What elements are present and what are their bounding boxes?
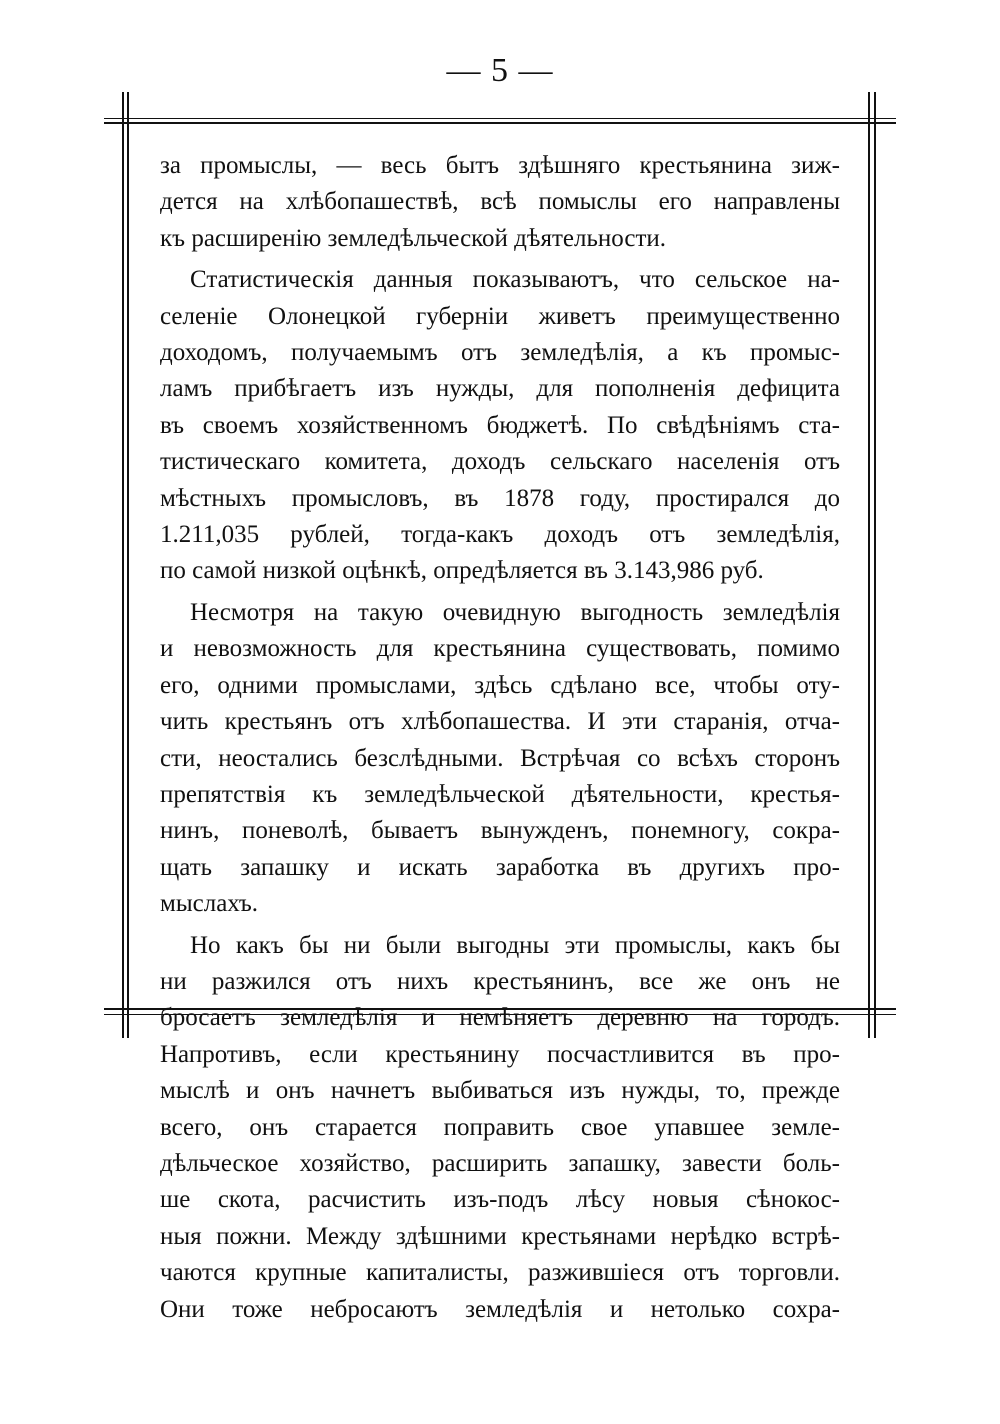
text-line: сти, неостались безслѣдными. Встрѣчая со всѣхъ сторонъ xyxy=(160,744,840,772)
paragraph-1 xyxy=(160,148,840,257)
text-line: ше скота, расчистить изъ-подъ лѣсу новыя сѣнокос- xyxy=(160,1186,840,1214)
text-line: ни разжился отъ нихъ крестьянинъ, все же онъ не xyxy=(160,967,840,995)
text-line: мыслѣ и онъ начнетъ выбиваться изъ нужды, то, прежде xyxy=(160,1077,840,1105)
text-line: 1.211,035 рублей, тогда-какъ доходъ отъ земледѣлія, xyxy=(160,521,840,549)
frame-top-rule-thin xyxy=(104,118,896,119)
body-text xyxy=(160,148,840,1328)
text-line: къ расширенію земледѣльческой дѣятельности. xyxy=(160,224,667,252)
text-line: дѣльческое хозяйство, расширить запашку, завести боль- xyxy=(160,1149,840,1177)
frame-right-rule-inner xyxy=(868,92,870,1038)
text-line: дется на хлѣбопашествѣ, всѣ помыслы его направлены xyxy=(160,188,840,216)
text-line: доходомъ, получаемымъ отъ земледѣлія, а къ промыс- xyxy=(160,339,840,367)
text-line: чаются крупные капиталисты, разжившіеся отъ торговли. xyxy=(160,1259,840,1287)
text-line: щать запашку и искать заработка въ другихъ про- xyxy=(160,853,840,881)
text-line: тистическаго комитета, доходъ сельскаго населенія отъ xyxy=(160,448,840,476)
text-line: въ своемъ хозяйственномъ бюджетѣ. По свѣдѣніямъ ста- xyxy=(160,411,840,439)
text-line: селеніе Олонецкой губерніи живетъ преимущественно xyxy=(160,302,840,330)
text-line: препятствія къ земледѣльческой дѣятельности, крестья- xyxy=(160,780,840,808)
text-line: по самой низкой оцѣнкѣ, опредѣляется въ 3.143,986 руб. xyxy=(160,557,764,585)
text-line: мѣстныхъ промысловъ, въ 1878 году, простирался до xyxy=(160,484,840,512)
frame-right-rule-outer xyxy=(874,92,876,1038)
page-number: — 5 — xyxy=(446,52,554,89)
frame-left-rule-outer xyxy=(122,92,124,1038)
text-line: его, одними промыслами, здѣсь сдѣлано все, чтобы оту- xyxy=(160,671,840,699)
text-line: Но какъ бы ни были выгодны эти промыслы, какъ бы xyxy=(190,931,840,959)
text-line: мыслахъ. xyxy=(160,890,259,918)
frame-left-rule-inner xyxy=(127,92,129,1038)
text-line: и невозможность для крестьянина существовать, помимо xyxy=(160,635,840,663)
text-line: нинъ, поневолѣ, бываетъ вынужденъ, понемногу, сокра- xyxy=(160,817,840,845)
text-line: Статистическія данныя показываютъ, что сельское на- xyxy=(190,266,840,294)
text-line: Они тоже небросаютъ земледѣлія и нетолько сохра- xyxy=(160,1295,840,1323)
text-line: чить крестьянъ отъ хлѣбопашества. И эти старанія, отча- xyxy=(160,708,840,736)
frame-top-rule-thick xyxy=(104,122,896,124)
paragraph-4 xyxy=(160,928,840,1328)
text-line: всего, онъ старается поправить свое упавшее земле- xyxy=(160,1113,840,1141)
text-line: Несмотря на такую очевидную выгодность земледѣлія xyxy=(190,598,840,626)
paragraph-3 xyxy=(160,595,840,923)
paragraph-2 xyxy=(160,262,840,590)
text-line: за промыслы, — весь бытъ здѣшняго крестьянина зиж- xyxy=(160,152,840,179)
text-line: бросаетъ земледѣлія и немѣняетъ деревню на городъ. xyxy=(160,1004,840,1032)
text-line: ныя пожни. Между здѣшними крестьянами нерѣдко встрѣ- xyxy=(160,1222,840,1250)
text-line: Напротивъ, если крестьянину посчастливится въ про- xyxy=(160,1040,840,1068)
text-line: ламъ прибѣгаетъ изъ нужды, для пополненія дефицита xyxy=(160,375,840,403)
